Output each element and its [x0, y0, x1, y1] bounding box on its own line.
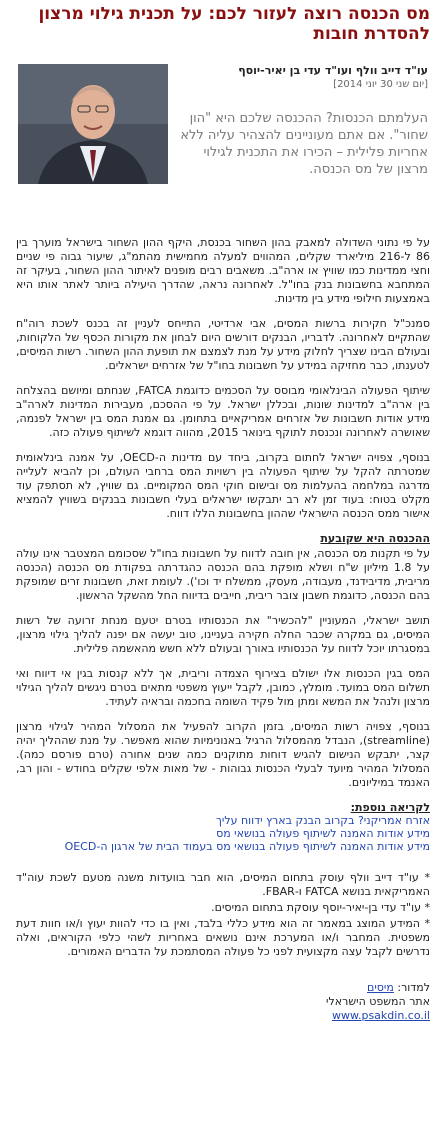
article-author: עו"ד דייב וולף ועו"ד עדי בן יאיר-יוסף [238, 64, 428, 77]
paragraph: על פי תקנות מס הכנסה, אין חובה לדווח על חשבונות בחו"ל שסכומם המצטבר אינו עולה על 1.8 מיליון ש"ח ושלא מופקת בהם הכנסה כהגדרתה בפקודת מס הכנסה (הכנסה מריבית, מדיבידנד, מעבודה, מעסק, ממשלח יד וכו'). לעומת זאת, חשבונות זרים שמופקת בהם הכנסה, כדוגמת חשבון צובר ריבית, חייבים בדיווח החל מהשקל הראשון. [16, 547, 431, 602]
paragraph: תושב ישראלי, המעוניין "להכשיר" את הכנסותיו בטרם יטעם מנחת זרועה של רשות המיסים, גם במקרה שכבר החלה חקירה בעניינו, טוב יעשה אם יפנה להליך גילוי מרצון, במסגרתו יוכל לדווח על הכנסותיו באורך ובעולם ללא חשש מהאשמה פלילית. [16, 614, 430, 655]
further-reading-link[interactable]: אזרח אמריקני? בקרוב הבנק בארץ ידווח עליך [215, 814, 430, 827]
article-hero [16, 58, 430, 208]
article-footer [16, 981, 430, 1023]
paragraph: סמנכ"ל חקירות ברשות המסים, אבי ארדיטי, התייחס לעניין זה בכנס לשכת רוה"ח שהתקיים לאחרונה. לדבריו, הבנקים דורשים היום לבחון את מקורות הכסף של הלקוחות, ובעולם הבינו שצריך לחלוק מידע על מנת לצמצם את תופעת ההון השחור. רשות המיסים, לטענתו, כבר מחזיקה במידע על חשבונות בחו"ל של אזרחים ישראלים. [16, 317, 430, 372]
article-title: מס הכנסה רוצה לעזור לכם: על תכנית גילוי מרצון להסדרת חובות [38, 4, 430, 44]
further-reading-heading: לקריאה נוספת: [350, 801, 430, 814]
paragraph: המס בגין הכנסות אלו ישולם בצירוף הצמדה וריבית, אך ללא קנסות בגין אי דיווח ואי תשלום המס במועד. מומלץ, כמובן, לקבל ייעוץ משפטי מתאים בטרם ניגשים להליך הגילוי מרצון ולנהל את המשא ומתן מול פקיד השומה בחכמה ובראיה לעתיד. [16, 667, 430, 708]
paragraph: על פי נתוני השדולה למאבק בהון השחור בכנסת, היקף ההון השחור בישראל מוערך בין 86 ל-216 מיליארד שקלים, המהווים למעלה מחמישית מהתמ"ג, שיעור גבוה פי שניים וחצי ממדינות כמו שוויץ או ארה"ב. משאבים רבים מופנים לאיתור ההון השחור, בעיקר זה המתחבא בחשבונות בנק בחו"ל. לאחרונה נראה, שהדרך היעילה ביותר לאתר אותו היא באמצעות חילופי מידע בין מדינות. [16, 236, 430, 305]
note: * עו"ד דייב וולף עוסק בתחום המיסים, הוא חבר בוועדות משנה מטעם לשכת עוה"ד האמריקאית בנושא FATCA ו-FBAR. [16, 871, 430, 898]
list-item [16, 827, 430, 840]
list-item [16, 840, 430, 853]
article-lead: העלמתם הכנסות? ההכנסה שלכם היא "הון שחור". אם אתם מעוניינים להצהיר עליה ללא אחריות פלילית – הכירו את התכנית לגילוי מרצון של מס הכנסה. [180, 111, 428, 177]
further-reading-list [16, 814, 430, 853]
category-link[interactable]: מיסים [367, 981, 394, 994]
author-photo-image [18, 64, 168, 184]
article-page [8, 0, 438, 1023]
category-label: למדור: [397, 981, 430, 994]
article-date: [יום שני 30 יוני 2014] [333, 79, 428, 90]
paragraph: שיתוף הפעולה הבינלאומי מבוסס על הסכמים כדוגמת FATCA, שנחתם ומיושם בהצלחה בין ארה"ב למדינות שונות, ובכללן ישראל. על פי ההסכם, מעבירות המדינות לארה"ב מידע אודות חשבונות של אזרחים אמריקאיים בתחומן. גם אמנת המס בין ישראל לפנמה, שאושרה לאחרונה ונכנסת לתוקף בינואר 2015, מהווה דוגמא לשיתוף פעולה כזה. [16, 384, 430, 439]
author-photo [18, 64, 168, 184]
article-notes [16, 871, 430, 959]
further-reading-link[interactable]: מידע אודות האמנה לשיתוף פעולה בנושאי מס בעמוד הבית של ארגון ה-OECD [64, 840, 430, 853]
list-item [16, 814, 430, 827]
further-reading-link[interactable]: מידע אודות האמנה לשיתוף פעולה בנושאי מס [216, 827, 430, 840]
paragraph: בנוסף, צפויה ישראל לחתום בקרוב, ביחד עם מדינות ה-OECD, על אמנה בינלאומית שמטרתה להקל על שיתוף הפעולה בין רשויות המס ברחבי העולם, וכן להביא לעלייה מדרגה במלחמה בהעלמות מס ובישום חוקי המס המקומיים. גם שוויץ, לא תסתפק עוד מקלט בטוח: בעוד זמן לא רב יתבקשו ישראלים בעלי חשבונות בבנקים בשוויץ להמציא אישור ממס הכנסה הישראלי שההון בחשבונות הללו דווח. [16, 451, 430, 520]
site-name: אתר המשפט הישראלי [326, 995, 430, 1008]
category-line [16, 981, 430, 995]
section-heading: ההכנסה היא שקובעת [320, 532, 430, 545]
paragraph: בנוסף, צפויה רשות המיסים, בזמן הקרוב להפעיל את המסלול המהיר לגילוי מרצון (streamline), הנבדל מהמסלול הרגיל באנונימיות שהוא מאפשר. על מנת שההליך יהיה קצר, יתבקש הנישום להגיש דוחות מתוקנים כמה שנים אחורה (טרם פורסם כמה). המסלול המהיר מיועד לבעלי הכנסות גבוהות - של מאות אלפי שקלים בחודש - והון רב, האנמד במיליונים. [16, 720, 430, 789]
note: * עו"ד עדי בן-יאיר-יוסף עוסקת בתחום המיסים. [211, 901, 430, 914]
note: * המידע המוצג במאמר זה הוא מידע כללי בלבד, ואין בו כדי להוות יעוץ ו/או חוות דעת משפטית. המחבר ו/או המערכת אינם נושאים באחריות לשהי כלפי הקוראים, ואלה נדרשים לקבל עצה מקצועית לפני כל פעולה המסתמכת על הדברים האמורים. [16, 917, 430, 958]
site-url-link[interactable]: www.psakdin.co.il [331, 1009, 430, 1022]
